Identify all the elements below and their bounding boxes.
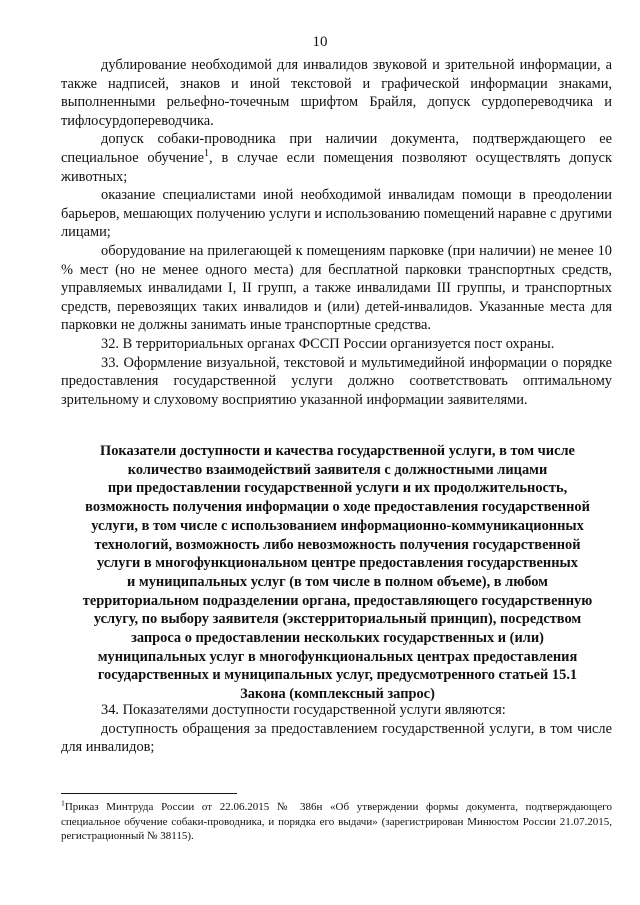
- body-text: [61, 56, 612, 409]
- guide-dog-text-continued: , в случае если помещения позволяют осуществлять допуск животных;: [61, 149, 612, 185]
- paragraph-braille: дублирование необходимой для инвалидов звуковой и зрительной информации, а также надписей, знаков и иной текстовой и графической информации знаками, выполненными рельефно-точечным шрифтом Брайля, допуск сурдопереводчика и тифлосурдопереводчика.: [61, 57, 612, 129]
- paragraph-accessibility: доступность обращения за предоставлением государственной услуги, в том числе для инвалидов;: [61, 720, 612, 756]
- section-heading: [70, 442, 605, 704]
- heading-line: услуги, в том числе с использованием информационно-коммуникационных: [91, 517, 584, 534]
- heading-line: и муниципальных услуг (в том числе в полном объеме), в любом: [127, 573, 548, 590]
- heading-line: при предоставлении государственной услуги и их продолжительность,: [107, 480, 568, 497]
- heading-line: муниципальных услуг в многофункциональных центрах предоставления: [97, 648, 578, 665]
- section-body: [61, 701, 612, 757]
- heading-line: технологий, возможность либо невозможность получения государственной: [94, 536, 581, 553]
- footnote-text: Приказ Минтруда России от 22.06.2015 № 386н «Об утверждении формы документа, подтверждающего специальное обучение собаки-проводника, и порядка его выдачи» (зарегистрирован Минюстом России 21.07.2015, регистрационный № 38115).: [61, 801, 612, 842]
- heading-line: запроса о предоставлении нескольких государственных и (или): [131, 630, 544, 647]
- heading-line: государственных и муниципальных услуг, предусмотренного статьей 15.1: [97, 667, 578, 684]
- heading-line: Показатели доступности и качества государственной услуги, в том числе: [100, 443, 575, 459]
- paragraph-guide-dog: [61, 130, 612, 186]
- footnote-divider: [61, 793, 237, 794]
- heading-line: услуги в многофункциональном центре предоставления государственных: [97, 555, 578, 572]
- guide-dog-text: допуск собаки-проводника при наличии документа, подтверждающего ее специальное обучение: [61, 131, 612, 166]
- footnote-reference: 1: [204, 148, 210, 160]
- heading-line: услугу, по выбору заявителя (экстерриториальный принцип), посредством: [93, 611, 582, 628]
- heading-line: территориальном подразделении органа, предоставляющего государственную: [82, 592, 593, 609]
- page-number: 10: [312, 34, 328, 50]
- footnote: [61, 800, 612, 844]
- footnote-mark: 1: [61, 798, 65, 808]
- paragraph-assistance: оказание специалистами иной необходимой инвалидам помощи в преодолении барьеров, мешающих получению услуги и использованию помещений наравне с другими лицами;: [61, 187, 612, 241]
- paragraph-34: 34. Показателями доступности государственной услуги являются:: [101, 702, 506, 718]
- paragraph-32: 32. В территориальных органах ФССП России организуется пост охраны.: [101, 335, 555, 352]
- paragraph-33: 33. Оформление визуальной, текстовой и мультимедийной информации о порядке предоставления государственной услуги должно соответствовать оптимальному зрительному и слуховому восприятию указанной информации заявителями.: [61, 354, 612, 408]
- heading-line: Закона (комплексный запрос): [240, 686, 435, 703]
- heading-line: возможность получения информации о ходе предоставления государственной: [85, 499, 590, 516]
- paragraph-parking: оборудование на прилегающей к помещениям парковке (при наличии) не менее 10 % мест (но не менее одного места) для бесплатной парковки транспортных средств, управляемых инвалидами I, II групп, а также инвалидами III группы, и транспортных средств, перевозящих таких инвалидов и (или) детей-инвалидов. Указанные места для парковки не должны занимать иные транспортные средства.: [61, 242, 612, 334]
- heading-line: количество взаимодействий заявителя с должностными лицами: [127, 461, 548, 478]
